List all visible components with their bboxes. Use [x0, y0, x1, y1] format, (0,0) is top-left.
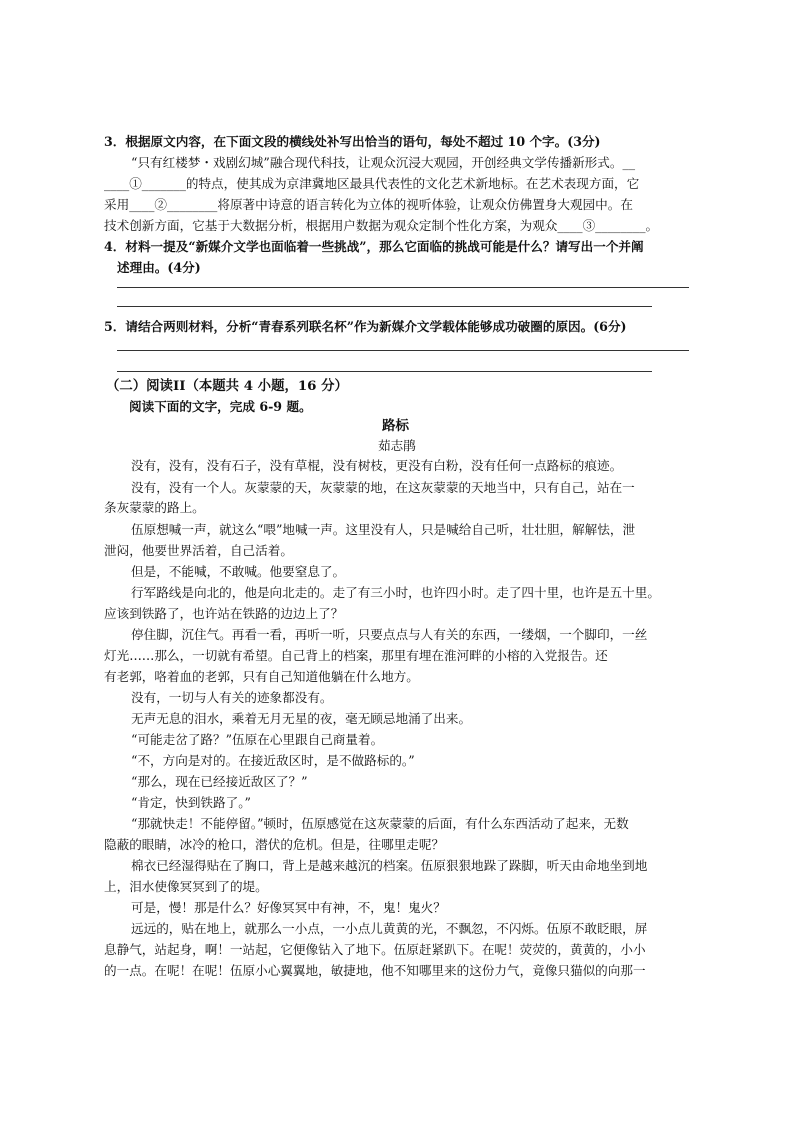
- q4-stem-line-1: 4．材料一提及“新媒介文学也面临着一些挑战”，那么它面临的挑战可能是什么？请写出一个并阐: [104, 239, 644, 254]
- q3-line-4: 技术创新方面，它基于大数据分析，根据用户数据为观众定制个性化方案，为观众____③________。: [104, 218, 659, 233]
- story-author: 茹志鹃: [378, 438, 416, 453]
- q4-answer-line-1[interactable]: [117, 287, 689, 288]
- story-line-21: 上，泪水使像冥冥到了的堤。: [104, 879, 268, 894]
- story-line-14: “可能走岔了路？”伍原在心里跟自己商量着。: [131, 732, 384, 747]
- story-line-8: 应该到铁路了，也许站在铁路的边边上了？: [104, 606, 344, 621]
- story-line-18: “那就快走！不能停留。”顿时，伍原感觉在这灰蒙蒙的后面，有什么东西活动了起来，无数: [131, 816, 629, 831]
- q3-line-1: “只有红楼梦・戏剧幻城”融合现代科技，让观众沉浸大观园，开创经典文学传播新形式。__: [131, 155, 636, 170]
- story-line-25: 的一点。在呢！在呢！伍原小心翼翼地，敏捷地，他不知哪里来的这份力气，竟像只猫似的向那一: [104, 963, 646, 978]
- q5-answer-line-1[interactable]: [117, 350, 689, 351]
- story-line-16: “那么，现在已经接近敌区了？”: [131, 774, 308, 789]
- q4-answer-line-2[interactable]: [117, 306, 652, 307]
- story-line-3: 条灰蒙蒙的路上。: [104, 500, 205, 515]
- q3-line-3: 采用____②________将原著中诗意的语言转化为立体的视听体验，让观众仿佛置身大观园中。在: [104, 197, 633, 212]
- story-line-2: 没有，没有一个人。灰蒙蒙的天，灰蒙蒙的地，在这灰蒙蒙的天地当中，只有自己，站在一: [131, 480, 635, 495]
- story-line-1: 没有，没有，没有石子，没有草棍，没有树枝，更没有白粉，没有任何一点路标的痕迹。: [131, 458, 623, 473]
- story-line-4: 伍原想喊一声，就这么“喂”地喊一声。这里没有人，只是喊给自己听，壮壮胆，解解怯，泄: [131, 522, 636, 537]
- story-line-12: 没有，一切与人有关的迹象都没有。: [131, 690, 333, 705]
- story-line-13: 无声无息的泪水，乘着无月无星的夜，毫无顾忌地涌了出来。: [131, 711, 472, 726]
- q3-line-2: ____①_______的特点，使其成为京津冀地区最具代表性的文化艺术新地标。在艺术表现方面，它: [104, 176, 640, 191]
- story-line-22: 可是，慢！那是什么？好像冥冥中有神，不，鬼！鬼火？: [131, 900, 446, 915]
- story-line-23: 远远的，贴在地上，就那么一小点，一小点儿黄黄的光，不飘忽，不闪烁。伍原不敢眨眼，屏: [131, 921, 648, 936]
- section-instruction: 阅读下面的文字，完成 6-9 题。: [129, 399, 312, 414]
- story-line-19: 隐蔽的眼睛，冰冷的枪口，潜伏的危机。但是，往哪里走呢？: [104, 837, 445, 852]
- q5-stem: 5．请结合两则材料，分析“青春系列联名杯”作为新媒介文学载体能够成功破圈的原因。(6分): [104, 319, 627, 334]
- story-line-20: 棉衣已经湿得贴在了胸口，背上是越来越沉的档案。伍原狠狠地跺了跺脚，听天由命地坐到地: [131, 858, 648, 873]
- story-title: 路标: [382, 418, 409, 434]
- story-line-11: 有老郭，咯着血的老郭，只有自己知道他躺在什么地方。: [104, 669, 419, 684]
- story-line-5: 泄闷，他要世界活着，自己活着。: [104, 543, 293, 558]
- story-line-7: 行军路线是向北的，他是向北走的。走了有三小时，也许四小时。走了四十里，也许是五十里。: [131, 585, 660, 600]
- story-line-24: 息静气，站起身，啊！一站起，它便像钻入了地下。伍原赶紧趴下。在呢！荧荧的，黄黄的，小小: [104, 942, 646, 957]
- story-line-17: “肯定，快到铁路了。”: [131, 795, 251, 810]
- story-line-6: 但是，不能喊，不敢喊。他要窒息了。: [131, 564, 346, 579]
- story-line-9: 停住脚，沉住气。再看一看，再听一听，只要点点与人有关的东西，一缕烟，一个脚印，一丝: [131, 627, 648, 642]
- q3-stem: 3．根据原文内容，在下面文段的横线处补写出恰当的语句，每处不超过 10 个字。(3分): [104, 134, 601, 149]
- story-line-15: “不，方向是对的。在接近敌区时，是不做路标的。”: [131, 753, 415, 768]
- story-line-10: 灯光……那么，一切就有希望。自己背上的档案，那里有埋在淮河畔的小榕的入党报告。还: [104, 648, 608, 663]
- q5-answer-line-2[interactable]: [117, 371, 652, 372]
- q4-stem-line-2: 述理由。(4分): [117, 260, 201, 275]
- section-heading: （二）阅读II（本题共 4 小题，16 分）: [106, 378, 348, 394]
